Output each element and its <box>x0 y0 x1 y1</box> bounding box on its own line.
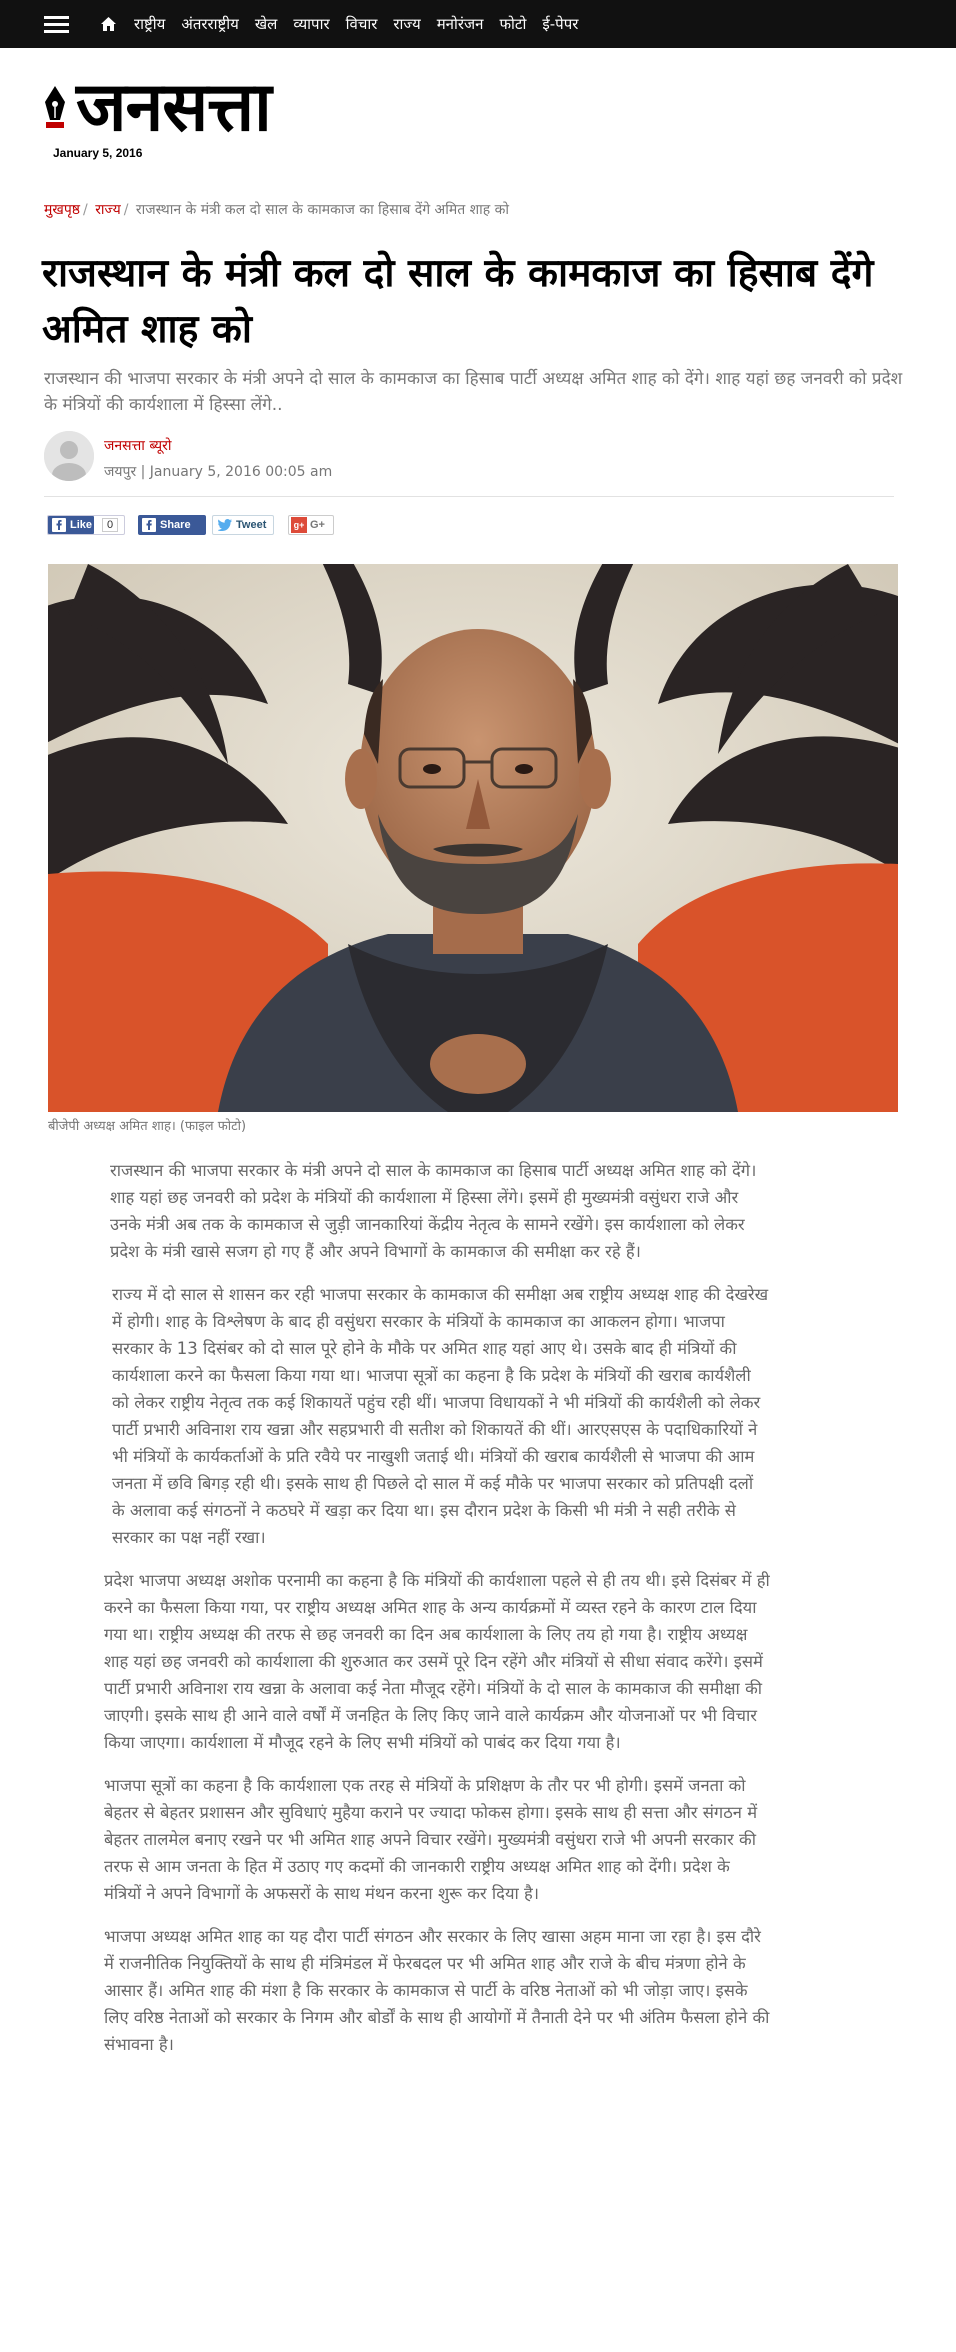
nav-item-epaper[interactable]: ई-पेपर <box>542 15 579 33</box>
breadcrumb-home[interactable]: मुखपृष्ठ <box>44 202 81 218</box>
logo-text: जनसत्ता <box>76 68 271 147</box>
article-paragraph: प्रदेश भाजपा अध्यक्ष अशोक परनामी का कहना है कि मंत्रियों की कार्यशाला पहले से ही तय थी। इसे दिसंबर में ही करने का फैसला किया गया, पर राष्ट्रीय अध्यक्ष अमित शाह के अन्य कार्यक्रमों में व्यस्त रहने के कारण टाल दिया गया था। राष्ट्रीय अध्यक्ष की तरफ से छह जनवरी का दिन अब कार्यशाला के लिए तय हो गया है। राष्ट्रीय अध्यक्ष शाह यहां छह जनवरी को कार्यशाला की शुरुआत कर उसमें पूरे दिन रहेंगे और मंत्रियों से सीधा संवाद करेंगे। इसमें पार्टी प्रभारी अविनाश राय खन्ना के अलावा कई नेता मौजूद रहेंगे। मंत्रियों के दो साल के कामकाज की समीक्षा की जाएगी। इसके साथ ही आने वाले वर्षों में जनहित के लिए किए जाने वाले कार्यक्रम और योजनाओं पर भी विचार किया जाएगा। कार्यशाला में मौजूद रहने के लिए सभी मंत्रियों को पाबंद कर दिया गया है। <box>104 1571 770 1752</box>
breadcrumb-separator: / <box>83 202 88 218</box>
article-body <box>104 1157 770 2074</box>
google-plus-label: G+ <box>310 519 325 531</box>
author-name[interactable]: जनसत्ता ब्यूरो <box>104 438 172 454</box>
twitter-icon <box>218 519 232 531</box>
nav-item-international[interactable]: अंतरराष्ट्रीय <box>181 15 239 33</box>
article-paragraph: भाजपा सूत्रों का कहना है कि कार्यशाला एक तरह से मंत्रियों के प्रशिक्षण के तौर पर भी होगी। इसमें जनता को बेहतर से बेहतर प्रशासन और सुविधाएं मुहैया कराने पर ज्यादा फोकस होगा। इसके साथ ही सत्ता और संगठन में बेहतर तालमेल बनाए रखने पर भी अमित शाह अपने विचार रखेंगे। मुख्यमंत्री वसुंधरा राजे भी अपनी सरकार की तरफ से आम जनता के हित में उठाए गए कदमों की जानकारी राष्ट्रीय अध्यक्ष अमित शाह को देंगी। प्रदेश के मंत्रियों ने अपने विभागों के अफसरों के साथ मंथन करना शुरू कर दिया है। <box>104 1776 758 1903</box>
article-paragraph: भाजपा अध्यक्ष अमित शाह का यह दौरा पार्टी संगठन और सरकार के लिए खासा अहम माना जा रहा है। इस दौरे में राजनीतिक नियुक्तियों के साथ ही मंत्रिमंडल में फेरबदल पर भी अमित शाह और राजे के बीच मंत्रणा होने के आसार हैं। अमित शाह की मंशा है कि सरकार के कामकाज से पार्टी के वरिष्ठ नेताओं को भी जोड़ा जाए। इसके लिए वरिष्ठ नेताओं को सरकार के निगम और बोर्डों के साथ ही आयोगों में तैनाती देने पर भी अंतिम फैसला होने की संभावना है। <box>104 1927 770 2054</box>
facebook-like-label: Like <box>70 519 93 531</box>
article-photo <box>48 564 898 1112</box>
nav-item-photo[interactable]: फोटो <box>499 15 527 33</box>
nav-item-opinion[interactable]: विचार <box>345 15 378 33</box>
tweet-button[interactable] <box>212 515 274 535</box>
author-avatar <box>44 431 94 481</box>
article-standfirst: राजस्थान की भाजपा सरकार के मंत्री अपने दो साल के कामकाज का हिसाब पार्टी अध्यक्ष अमित शाह को देंगे। शाह यहां छह जनवरी को प्रदेश के मंत्रियों की कार्यशाला में हिस्सा लेंगे.. <box>44 369 903 415</box>
facebook-icon <box>142 518 156 532</box>
nav-item-states[interactable]: राज्य <box>393 15 421 33</box>
pen-nib-icon <box>40 84 70 132</box>
nav-list <box>134 0 594 48</box>
facebook-icon <box>52 518 66 532</box>
user-icon <box>44 431 94 481</box>
google-plus-button[interactable] <box>288 515 334 535</box>
article-paragraph: राज्य में दो साल से शासन कर रही भाजपा सरकार के कामकाज की समीक्षा अब राष्ट्रीय अध्यक्ष शाह की देखरेख में होगी। शाह के विश्लेषण के बाद ही वसुंधरा सरकार के मंत्रियों के कामकाज का आकलन होगा। भाजपा सरकार के 13 दिसंबर को दो साल पूरे होने के मौके पर अमित शाह यहां आए थे। उसके बाद ही मंत्रियों की कार्यशाला करने का फैसला किया गया था। भाजपा सूत्रों का कहना है कि प्रदेश के मंत्रियों की खराब कार्यशैली को लेकर राष्ट्रीय नेतृत्व तक कई शिकायतें पहुंच रही थीं। भाजपा विधायकों ने भी मंत्रियों की कार्यशैली को लेकर पार्टी प्रभारी अविनाश राय खन्ना और सहप्रभारी वी सतीश को शिकायतें की थीं। आरएसएस के पदाधिकारियों ने भी मंत्रियों के कार्यकर्ताओं के प्रति रवैये पर नाखुशी जताई थी। मंत्रियों की खराब कार्यशैली से भाजपा की आम जनता में छवि बिगड़ रही थी। इसके साथ ही पिछले दो साल में कई मौके पर भाजपा सरकार को प्रतिपक्षी दलों के अलावा कई संगठनों ने कठघरे में खड़ा कर दिया था। इस दौरान प्रदेश के किसी भी मंत्री ने सही तरीके से सरकार का पक्ष नहीं रखा। <box>112 1285 769 1547</box>
article-paragraph: राजस्थान की भाजपा सरकार के मंत्री अपने दो साल के कामकाज का हिसाब पार्टी अध्यक्ष अमित शाह को देंगे। शाह यहां छह जनवरी को प्रदेश के मंत्रियों की कार्यशाला में हिस्सा लेंगे। इसमें ही मुख्यमंत्री वसुंधरा राजे और उनके मंत्री अब तक के कामकाज से जुड़ी जानकारियां केंद्रीय नेतृत्व के सामने रखेंगे। इस कार्यशाला को लेकर प्रदेश के मंत्री खासे सजग हो गए हैं और अपने विभागों के कामकाज की समीक्षा कर रहे हैं। <box>110 1161 757 1261</box>
article-headline: राजस्थान के मंत्री कल दो साल के कामकाज का हिसाब देंगे अमित शाह को <box>42 251 874 352</box>
article-dateline: जयपुर | January 5, 2016 00:05 am <box>104 464 333 480</box>
top-nav <box>0 0 956 48</box>
like-count: 0 <box>102 518 118 532</box>
site-logo[interactable] <box>40 68 380 164</box>
nav-item-sports[interactable]: खेल <box>254 15 278 33</box>
nav-item-national[interactable]: राष्ट्रीय <box>134 15 166 33</box>
nav-item-entertainment[interactable]: मनोरंजन <box>436 15 484 33</box>
google-plus-icon: g+ <box>291 517 307 533</box>
hamburger-icon[interactable] <box>44 16 69 34</box>
breadcrumb-current: राजस्थान के मंत्री कल दो साल के कामकाज का हिसाब देंगे अमित शाह को <box>135 202 510 218</box>
facebook-like-button[interactable] <box>47 515 125 535</box>
tweet-label: Tweet <box>236 519 267 531</box>
home-icon[interactable] <box>101 17 116 31</box>
photo-caption: बीजेपी अध्यक्ष अमित शाह। (फाइल फोटो) <box>48 1119 247 1134</box>
breadcrumb <box>44 200 509 219</box>
breadcrumb-separator: / <box>123 202 129 218</box>
photo-illustration <box>48 564 898 1112</box>
facebook-share-button[interactable] <box>138 515 206 535</box>
edition-date: January 5, 2016 <box>53 146 143 160</box>
facebook-share-label: Share <box>160 519 191 531</box>
breadcrumb-section[interactable]: राज्य <box>95 202 121 218</box>
nav-item-business[interactable]: व्यापार <box>293 15 330 33</box>
divider <box>44 496 894 497</box>
